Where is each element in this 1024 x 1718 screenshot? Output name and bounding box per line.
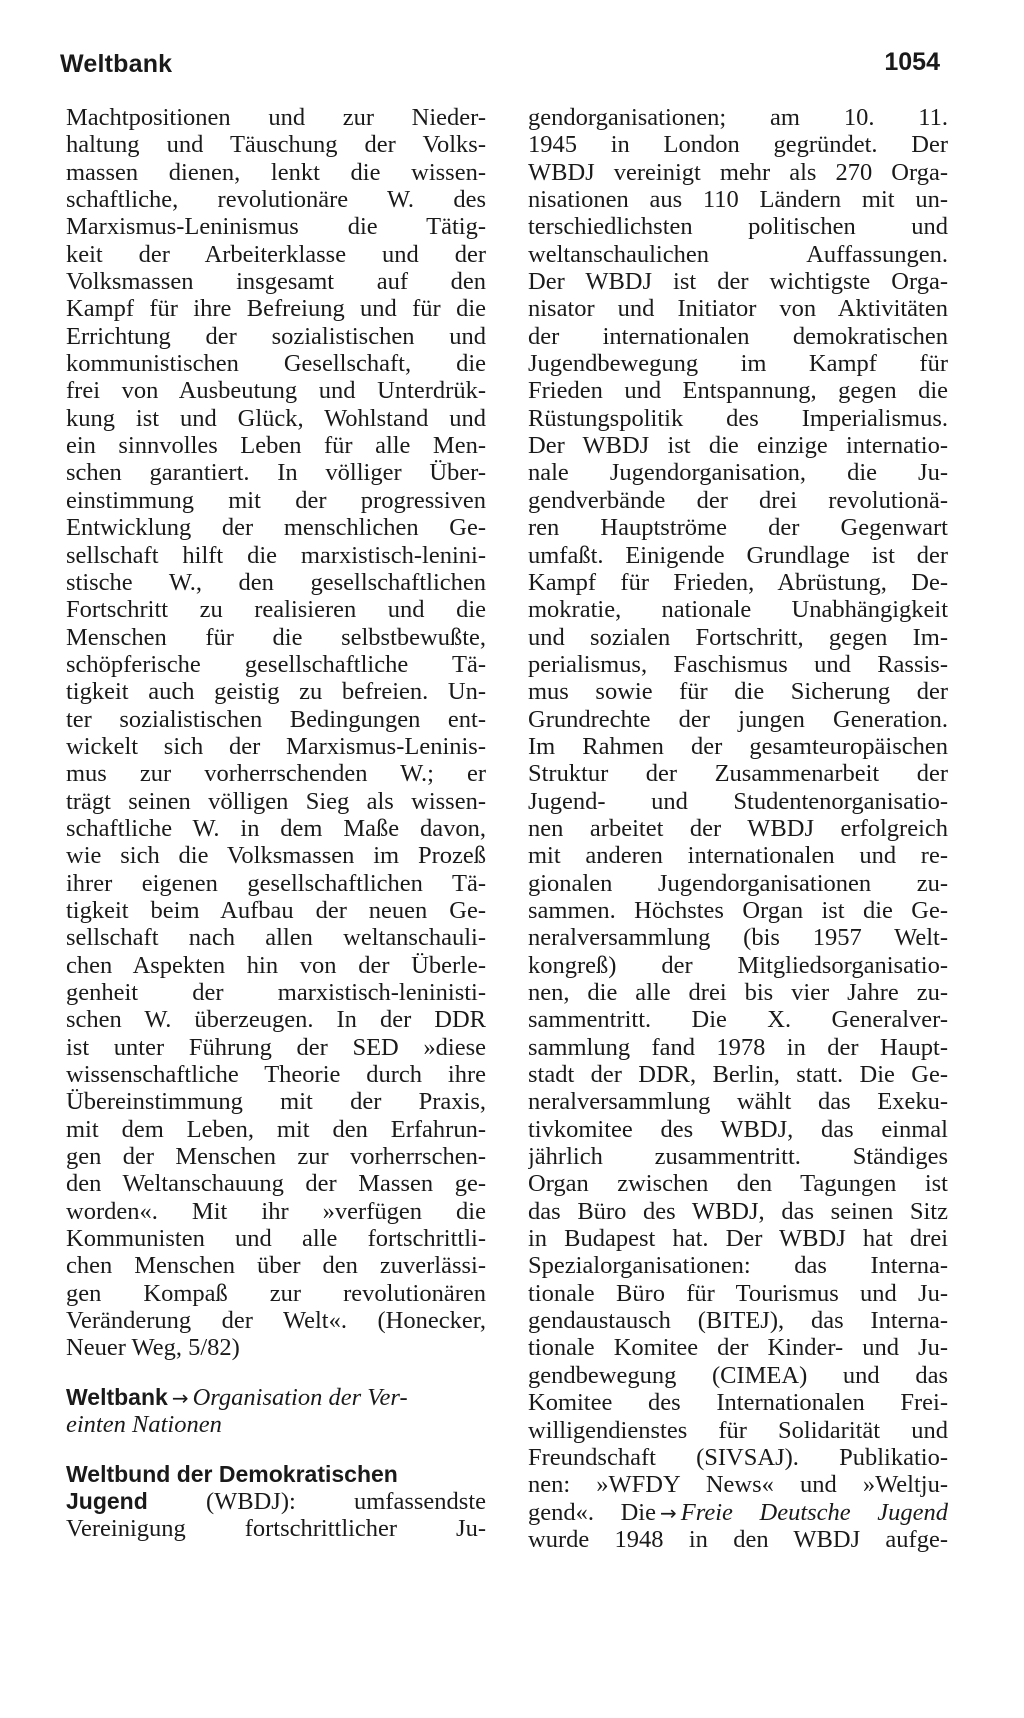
text-line: gendaustausch (BITEJ), das Interna-: [528, 1307, 948, 1335]
spacer: [66, 1362, 486, 1384]
running-head: Weltbank: [60, 50, 173, 78]
page-number: 1054: [884, 48, 940, 76]
text-line: trägt seinen völligen Sieg als wissen-: [66, 787, 486, 815]
text-line: und sozialen Fortschritt, gegen Im-: [528, 623, 948, 651]
cross-reference: Freie Deutsche Jugend: [680, 1498, 948, 1526]
text-line: keit der Arbeiterklasse und der: [66, 240, 486, 268]
text-line: Freundschaft (SIVSAJ). Publikatio-: [528, 1443, 948, 1471]
text-line: gen der Menschen zur vorherrschen-: [66, 1143, 486, 1171]
text-line: Komitee des Internationalen Frei-: [528, 1389, 948, 1417]
entry-wbdj: [66, 1461, 486, 1488]
text-line: nen arbeitet der WBDJ erfolgreich: [528, 814, 948, 842]
text-line: Spezialorganisationen: das Interna-: [528, 1252, 948, 1280]
text-line: mokratie, nationale Unabhängigkeit: [528, 596, 948, 624]
entry-weltbank-cont: [66, 1411, 486, 1438]
text-line: nisator und Initiator von Aktivitäten: [528, 295, 948, 323]
entry-text: (WBDJ): umfassendste: [205, 1487, 486, 1515]
text-line: umfaßt. Einigende Grundlage ist der: [528, 541, 948, 569]
text-line: Organ zwischen den Tagungen ist: [528, 1170, 948, 1198]
text-line: Vereinigung fortschrittlicher Ju-: [66, 1515, 486, 1543]
text-line: Errichtung der sozialistischen und: [66, 322, 486, 350]
text-line: chen Aspekten hin von der Überle-: [66, 951, 486, 979]
text-line: kommunistischen Gesellschaft, die: [66, 350, 486, 378]
text-line: Machtpositionen und zur Nieder-: [66, 104, 486, 131]
text-line: Im Rahmen der gesamteuropäischen: [528, 732, 948, 760]
text-line: Menschen für die selbstbewußte,: [66, 623, 486, 651]
text-line: worden«. Mit ihr »verfügen die: [66, 1197, 486, 1225]
text-line: frei von Ausbeutung und Unterdrük-: [66, 377, 486, 405]
text-line: [528, 1499, 948, 1526]
text-line: Der WBDJ ist die einzige internatio-: [528, 432, 948, 460]
text-line: tigkeit auch geistig zu befreien. Un-: [66, 678, 486, 706]
text-line: ter sozialistischen Bedingungen ent-: [66, 705, 486, 733]
text-line: Rüstungspolitik des Imperialismus.: [528, 404, 948, 432]
text-line: Grundrechte der jungen Generation.: [528, 705, 948, 733]
text-line: mus zur vorherrschenden W.; er: [66, 760, 486, 788]
text-line: Struktur der Zusammenarbeit der: [528, 760, 948, 788]
text-line: Kommunisten und alle fortschrittli-: [66, 1225, 486, 1253]
text-line: ihrer eigenen gesellschaftlichen Tä-: [66, 869, 486, 897]
text-line: Fortschritt zu realisieren und die: [66, 596, 486, 624]
text-line: haltung und Täuschung der Volks-: [66, 131, 486, 159]
text-line: schen W. überzeugen. In der DDR: [66, 1006, 486, 1034]
text-line: willigendienstes für Solidarität und: [528, 1416, 948, 1444]
text-line: sellschaft nach allen weltanschauli-: [66, 924, 486, 952]
text-line: tigkeit beim Aufbau der neuen Ge-: [66, 896, 486, 924]
text-line: tionale Büro für Tourismus und Ju-: [528, 1279, 948, 1307]
text-line: gendorganisationen; am 10. 11.: [528, 104, 948, 131]
headword: Weltbund der Demokratischen: [66, 1460, 398, 1487]
text-line: neralversammlung (bis 1957 Welt-: [528, 924, 948, 952]
text-line: nisationen aus 110 Ländern mit un-: [528, 186, 948, 214]
spacer: [66, 1439, 486, 1461]
text-line: das Büro des WBDJ, das seinen Sitz: [528, 1197, 948, 1225]
cross-reference: Organisation der Ver-: [192, 1383, 408, 1411]
text-line: stadt der DDR, Berlin, statt. Die Ge-: [528, 1061, 948, 1089]
text-line: mit dem Leben, mit den Erfahrun-: [66, 1115, 486, 1143]
text-line: Veränderung der Welt«. (Honecker,: [66, 1307, 486, 1335]
headword: Weltbank: [66, 1383, 168, 1410]
text-line: gen Kompaß zur revolutionären: [66, 1279, 486, 1307]
text-line: schaftliche W. in dem Maße davon,: [66, 814, 486, 842]
text-line: in Budapest hat. Der WBDJ hat drei: [528, 1225, 948, 1253]
arrow-icon: →: [659, 1500, 677, 1525]
text-line: gendverbände der drei revolutionä-: [528, 486, 948, 514]
text-line: gendbewegung (CIMEA) und das: [528, 1361, 948, 1389]
text-line: massen dienen, lenkt die wissen-: [66, 158, 486, 186]
text-line: 1945 in London gegründet. Der: [528, 131, 948, 159]
text-line: wissenschaftliche Theorie durch ihre: [66, 1061, 486, 1089]
text-line: mus sowie für die Sicherung der: [528, 678, 948, 706]
text-line: Der WBDJ ist der wichtigste Orga-: [528, 268, 948, 296]
text-line: Neuer Weg, 5/82): [66, 1334, 240, 1362]
text-line: stische W., den gesellschaftlichen: [66, 568, 486, 596]
text-line: schöpferische gesellschaftliche Tä-: [66, 650, 486, 678]
text-line: Volksmassen insgesamt auf den: [66, 268, 486, 296]
text-line: nen: »WFDY News« und »Weltju-: [528, 1471, 948, 1499]
text-line: ein sinnvolles Leben für alle Men-: [66, 432, 486, 460]
text-line: ren Hauptströme der Gegenwart: [528, 514, 948, 542]
text-line: der internationalen demokratischen: [528, 322, 948, 350]
left-column: [66, 104, 486, 1543]
text-line: WBDJ vereinigt mehr als 270 Orga-: [528, 158, 948, 186]
text-line: wickelt sich der Marxismus-Leninis-: [66, 732, 486, 760]
text-line: genheit der marxistisch-leninisti-: [66, 979, 486, 1006]
text-line: tivkomitee des WBDJ, das einmal: [528, 1115, 948, 1143]
text-line: Frieden und Entspannung, gegen die: [528, 377, 948, 405]
text-line: Marxismus-Leninismus die Tätig-: [66, 213, 486, 241]
text-line: gionalen Jugendorganisationen zu-: [528, 869, 948, 897]
text-line: wurde 1948 in den WBDJ aufge-: [528, 1525, 948, 1553]
text-line: sellschaft hilft die marxistisch-lenini-: [66, 541, 486, 569]
entry-weltbank: [66, 1384, 486, 1411]
text-line: chen Menschen über den zuverlässi-: [66, 1252, 486, 1280]
text-line: perialismus, Faschismus und Rassis-: [528, 650, 948, 678]
headword: Jugend: [66, 1487, 148, 1514]
text-line: kongreß) der Mitgliedsorganisatio-: [528, 951, 948, 979]
text-line: sammen. Höchstes Organ ist die Ge-: [528, 896, 948, 924]
text-line: nen, die alle drei bis vier Jahre zu-: [528, 979, 948, 1006]
text-line: terschiedlichsten politischen und: [528, 213, 948, 241]
text-line: den Weltanschauung der Massen ge-: [66, 1170, 486, 1198]
text-line: kung ist und Glück, Wohlstand und: [66, 404, 486, 432]
text-line: schaftliche, revolutionäre W. des: [66, 186, 486, 214]
text-line: ist unter Führung der SED »diese: [66, 1033, 486, 1061]
text-line: Kampf für Frieden, Abrüstung, De-: [528, 568, 948, 596]
right-column: [528, 104, 948, 1553]
cross-reference: einten Nationen: [66, 1411, 222, 1439]
text-line: nale Jugendorganisation, die Ju-: [528, 459, 948, 487]
text-line: Jugend- und Studentenorganisatio-: [528, 787, 948, 815]
text-line: sammentritt. Die X. Generalver-: [528, 1006, 948, 1034]
text-line: jährlich zusammentritt. Ständiges: [528, 1143, 948, 1171]
entry-wbdj-line: [66, 1488, 486, 1515]
text-line: Übereinstimmung mit der Praxis,: [66, 1088, 486, 1116]
text-line: tionale Komitee der Kinder- und Ju-: [528, 1334, 948, 1362]
text-line: mit anderen internationalen und re-: [528, 842, 948, 870]
text-line: weltanschaulichen Auffassungen.: [528, 240, 948, 268]
text-line: neralversammlung wählt das Exeku-: [528, 1088, 948, 1116]
entry-text: gend«. Die: [528, 1498, 656, 1526]
text-line: Entwicklung der menschlichen Ge-: [66, 514, 486, 542]
text-line: sammlung fand 1978 in der Haupt-: [528, 1033, 948, 1061]
text-line: einstimmung mit der progressiven: [66, 486, 486, 514]
text-line: Jugendbewegung im Kampf für: [528, 350, 948, 378]
arrow-icon: →: [171, 1385, 189, 1410]
text-line: schen garantiert. In völliger Über-: [66, 459, 486, 487]
text-line: wie sich die Volksmassen im Prozeß: [66, 842, 486, 870]
text-line: Kampf für ihre Befreiung und für die: [66, 295, 486, 323]
